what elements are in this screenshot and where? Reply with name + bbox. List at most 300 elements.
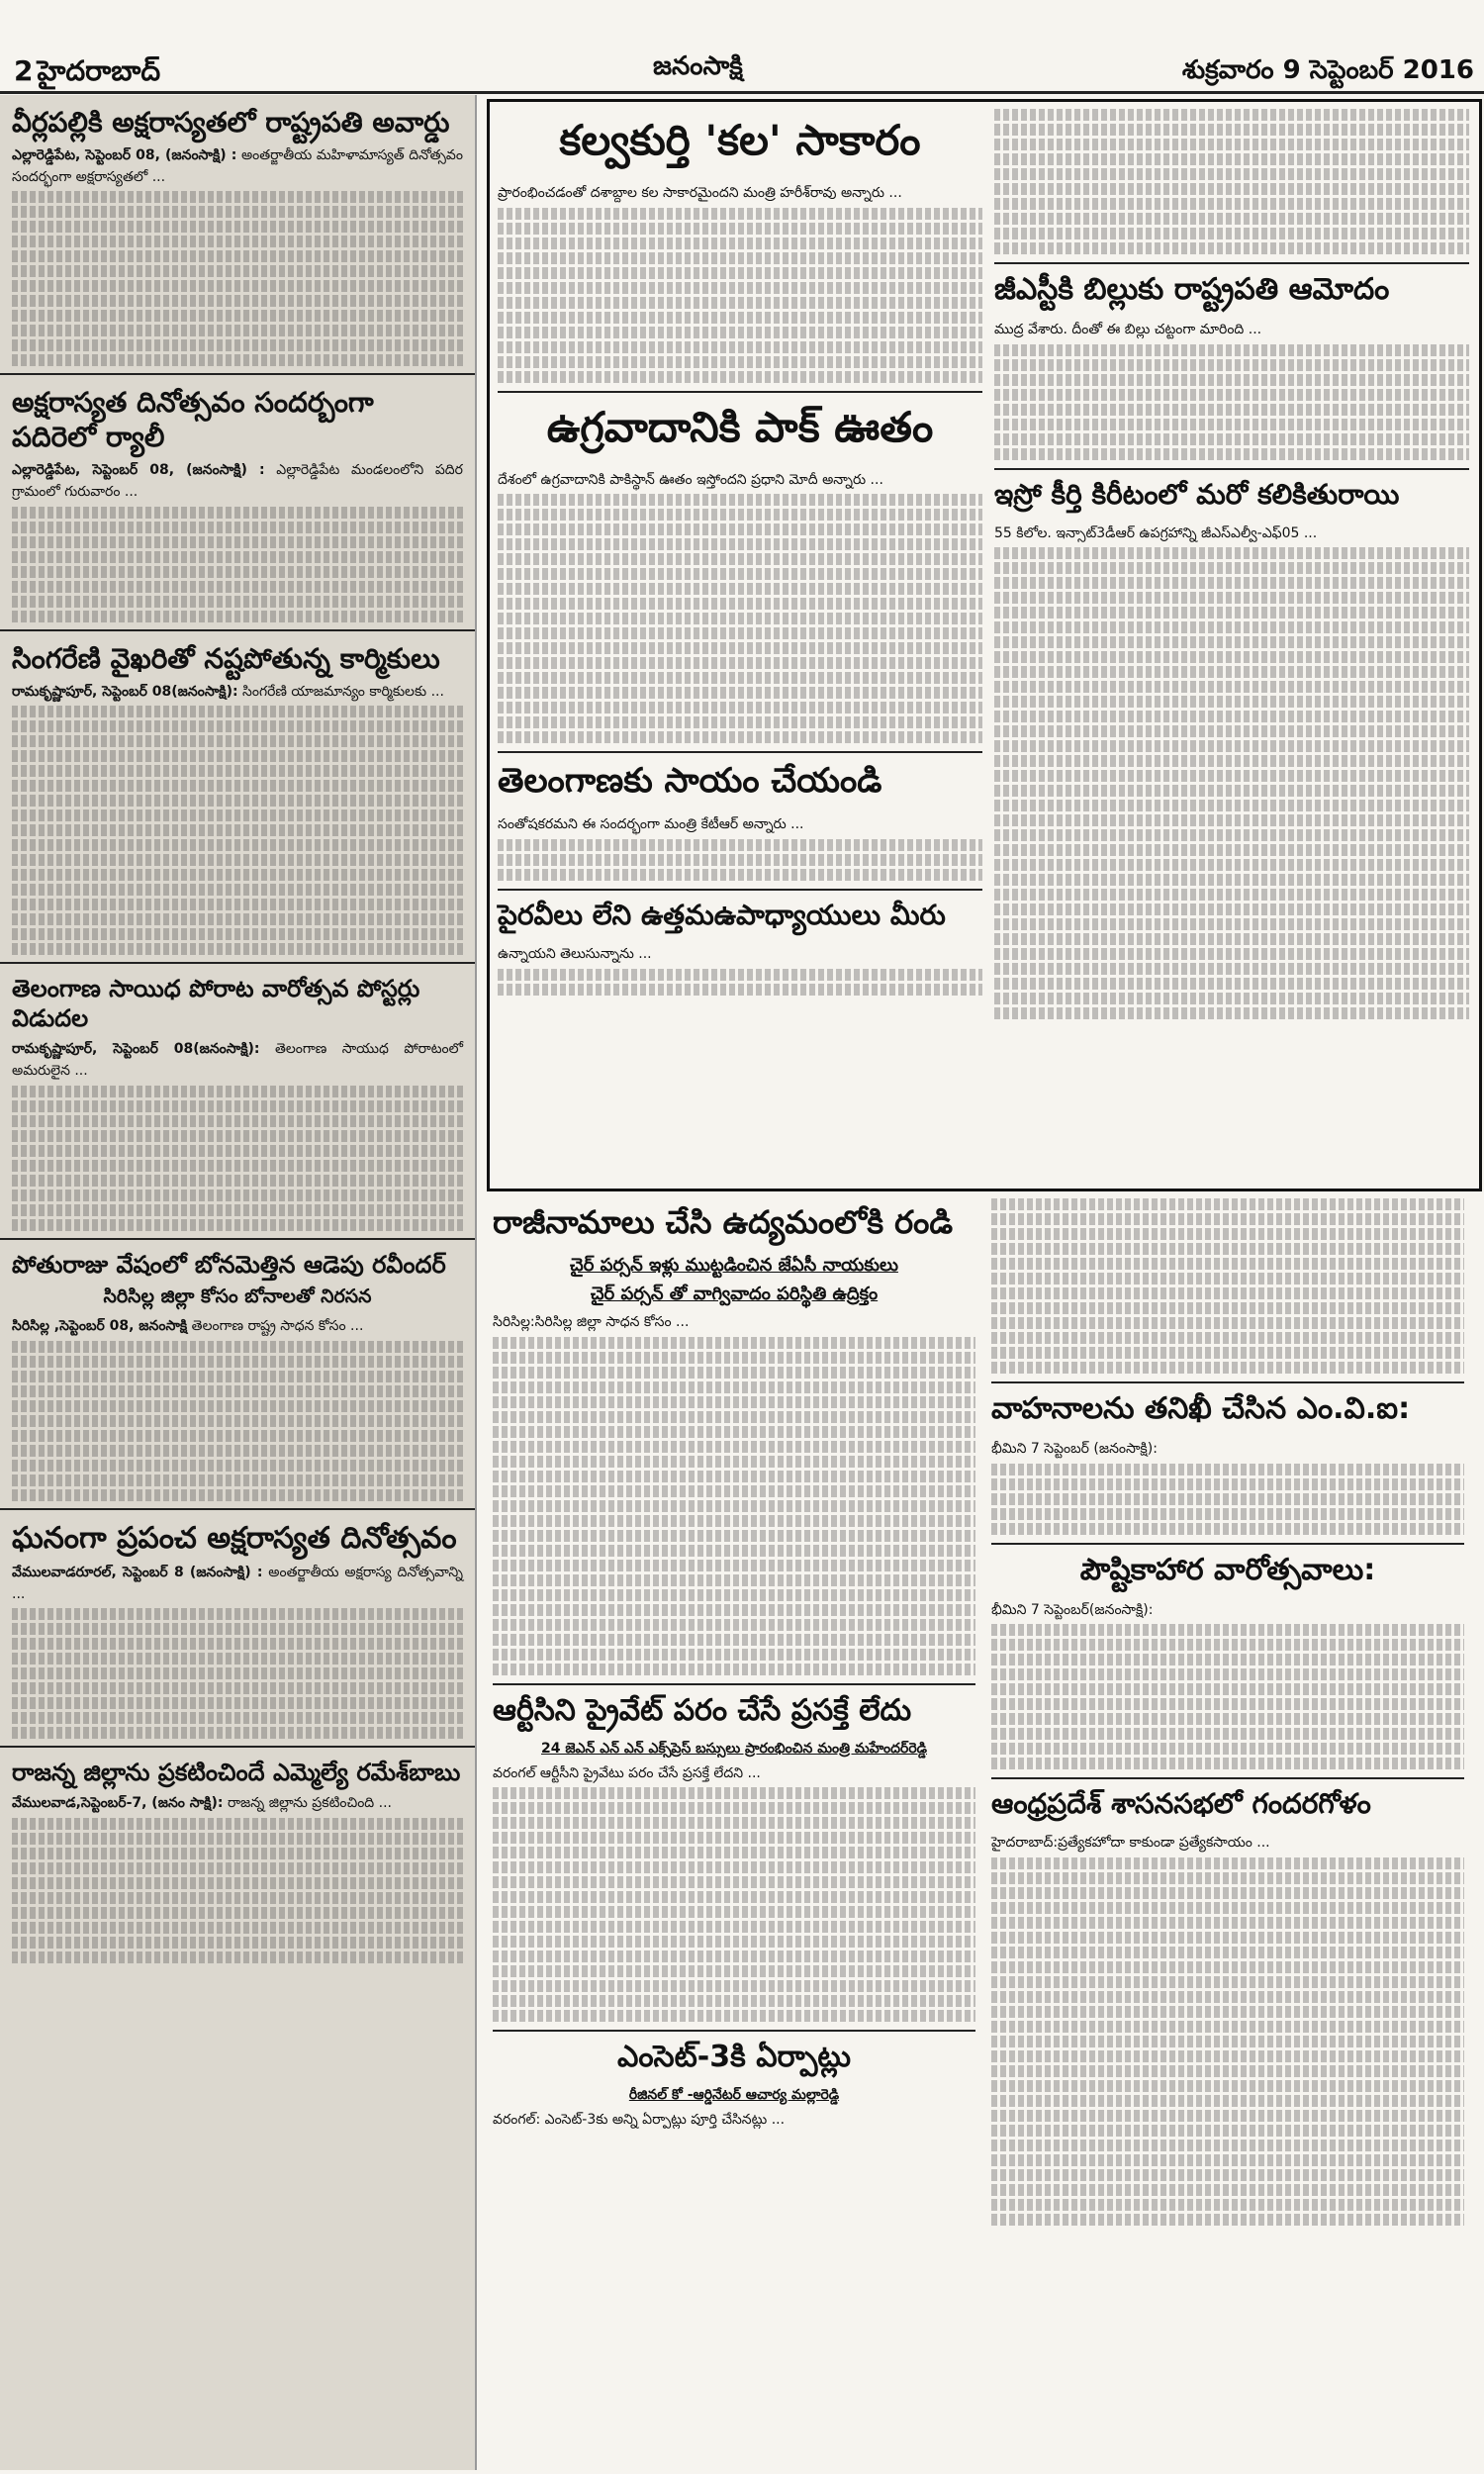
article-lead: తెలంగాణ సాయుధ పోరాటంలో అమరులైన ... xyxy=(12,1041,464,1080)
text-lines xyxy=(12,824,463,836)
sidebar-article xyxy=(0,1240,475,1510)
text-lines xyxy=(498,568,982,580)
text-lines xyxy=(991,1317,1464,1329)
text-lines xyxy=(498,869,982,881)
text-lines xyxy=(498,356,982,368)
text-lines xyxy=(12,884,463,896)
text-lines xyxy=(12,1371,463,1382)
text-lines xyxy=(12,706,463,717)
text-lines xyxy=(994,124,1469,136)
text-lines xyxy=(493,2010,975,2022)
text-lines xyxy=(12,1460,463,1472)
text-lines xyxy=(493,1471,975,1482)
text-lines xyxy=(991,1478,1464,1490)
text-lines xyxy=(991,2169,1464,2181)
text-lines xyxy=(991,1728,1464,1740)
article-lead: సంతోషకరమని ఈ సందర్భంగా మంత్రి కేటీఆర్ అన్నారు ... xyxy=(498,816,804,833)
article-subhead: 24 జెఎన్ ఎన్ ఎన్ ఎక్స్‌ప్రెస్ బస్సులు ప్రారంభించిన మంత్రి మహేందర్‌రెడ్డి xyxy=(541,1740,927,1757)
text-lines xyxy=(493,1817,975,1829)
article-lead: ఎల్లారెడ్డిపేట మండలంలోని పదిర గ్రామంలో గురువారం ... xyxy=(12,462,463,501)
text-lines xyxy=(991,1917,1464,1929)
text-lines xyxy=(12,1937,463,1949)
text-lines xyxy=(12,854,463,866)
text-lines xyxy=(994,785,1469,797)
text-lines xyxy=(12,1115,463,1127)
text-lines xyxy=(991,1302,1464,1314)
text-lines xyxy=(12,1608,463,1620)
text-lines xyxy=(994,859,1469,871)
text-lines xyxy=(994,168,1469,180)
article-dateline: ఎల్లారెడ్డిపేట, సెప్టెంబర్ 08, (జనంసాక్షి) : xyxy=(12,462,265,479)
text-lines xyxy=(493,1965,975,1977)
article-lead: తెలంగాణ రాష్ట్ర సాధన కోసం ... xyxy=(191,1317,364,1334)
text-lines xyxy=(498,267,982,279)
text-lines xyxy=(991,1332,1464,1344)
text-lines xyxy=(991,2021,1464,2033)
text-lines xyxy=(493,1560,975,1571)
article-lead: రాజన్న జిల్లాను ప్రకటించింది ... xyxy=(227,1795,392,1812)
text-lines xyxy=(994,433,1469,445)
text-lines xyxy=(991,2080,1464,2092)
article-lead: ప్రారంభించడంతో దశాబ్దాల కల సాకారమైందని మంత్రి హరీశ్‌రావు అన్నారు ... xyxy=(498,185,902,201)
text-lines xyxy=(493,1951,975,1962)
text-lines xyxy=(12,750,463,762)
article-lead: సింగరేణి యాజమాన్యం కార్మికులకు ... xyxy=(242,683,444,700)
text-lines xyxy=(994,374,1469,386)
text-lines xyxy=(493,1367,975,1379)
text-lines xyxy=(12,566,463,578)
text-lines xyxy=(994,547,1469,559)
text-lines xyxy=(493,1634,975,1646)
article-lead: వరంగల్ ఆర్టీసీని ప్రైవేటు పరం చేసే ప్రసక్తే లేదని ... xyxy=(493,1764,761,1781)
text-lines xyxy=(994,978,1469,990)
article-lead: భీమిని 7 సెప్టెంబర్ (జనంసాక్షి): xyxy=(991,1441,1158,1457)
text-lines xyxy=(991,1947,1464,1958)
text-lines xyxy=(994,725,1469,737)
divider xyxy=(498,391,982,393)
boxed-section xyxy=(487,99,1482,1191)
text-lines xyxy=(991,1976,1464,1988)
text-lines xyxy=(493,1352,975,1364)
text-lines xyxy=(498,731,982,743)
text-lines xyxy=(12,1833,463,1845)
article-lead: 55 కిలోల. ఇన్సాట్‌3డీఆర్ ఉపగ్రహాన్ని జీఎస్ఎల్వీ-ఎఫ్05 ... xyxy=(994,524,1318,541)
text-lines xyxy=(12,1922,463,1934)
text-lines xyxy=(994,666,1469,678)
text-lines xyxy=(493,1832,975,1844)
lower-right-column xyxy=(991,1195,1464,2229)
text-lines xyxy=(12,899,463,910)
text-lines xyxy=(994,153,1469,165)
text-lines xyxy=(994,740,1469,752)
text-lines xyxy=(12,1204,463,1216)
text-lines xyxy=(991,1857,1464,1869)
headline-isro: ఇస్రో కీర్తి కిరీటంలో మరో కలికితురాయి xyxy=(994,477,1400,511)
sidebar-article xyxy=(0,1510,475,1749)
text-lines xyxy=(12,1712,463,1724)
text-lines xyxy=(493,1802,975,1814)
text-lines xyxy=(493,1441,975,1453)
text-lines xyxy=(12,1877,463,1889)
article-lead: దేశంలో ఉగ్రవాదానికి పాకిస్థాన్ ఊతం ఇస్తోందని ప్రధాని మోదీ అన్నారు ... xyxy=(498,471,883,488)
text-lines xyxy=(12,221,463,233)
text-lines xyxy=(12,1667,463,1679)
text-lines xyxy=(12,1907,463,1919)
text-lines xyxy=(12,1145,463,1157)
text-lines xyxy=(12,206,463,218)
article-lead: హైదరాబాద్‌:ప్రత్యేకహోదా కాకుండా ప్రత్యేకసాయం ... xyxy=(991,1835,1270,1852)
text-lines xyxy=(991,1243,1464,1255)
headline-pak-terror: ఉగ్రవాదానికి పాక్ ఊతం xyxy=(546,402,934,451)
text-lines xyxy=(991,1991,1464,2003)
boxed-right-column xyxy=(994,106,1469,1022)
headline-rtc: ఆర్టీసిని ప్రైవేట్ పరం చేసే ప్రసక్తే లేదు xyxy=(493,1692,912,1728)
text-lines xyxy=(991,1743,1464,1755)
text-lines xyxy=(498,839,982,851)
text-lines xyxy=(12,310,463,322)
text-lines xyxy=(12,809,463,821)
text-lines xyxy=(991,1932,1464,1944)
text-lines xyxy=(493,1995,975,2007)
text-lines xyxy=(12,1475,463,1486)
text-lines xyxy=(12,1623,463,1635)
text-lines xyxy=(498,642,982,654)
text-lines xyxy=(498,657,982,669)
sidebar-article xyxy=(0,95,475,375)
text-lines xyxy=(991,1258,1464,1270)
text-lines xyxy=(498,969,982,981)
article-headline: రాజన్న జిల్లాను ప్రకటించిందే ఎమ్మెల్యే రమేశ్‌బాబు xyxy=(12,1759,461,1787)
article-dateline: సిరిసిల్ల ,సెప్టెంబర్ 08, జనంసాక్షి xyxy=(12,1317,188,1334)
text-lines xyxy=(12,581,463,593)
text-lines xyxy=(493,1664,975,1675)
text-lines xyxy=(12,265,463,277)
article-lead: వరంగల్: ఎంసెట్-3కు అన్ని ఏర్పాట్లు పూర్తి చేసినట్లు ... xyxy=(493,2112,786,2129)
text-lines xyxy=(493,1515,975,1527)
article-dateline: ఎల్లారెడ్డిపేట, సెప్టెంబర్ 08, (జనంసాక్షి) : xyxy=(12,147,237,163)
text-lines xyxy=(12,507,463,519)
article-lead: ఉన్నాయని తెలుసున్నాను ... xyxy=(498,946,652,963)
divider xyxy=(991,1381,1464,1383)
article-subhead: చైర్ పర్సన్ తో వాగ్వివాదం పరిస్థితి ఉద్రిక్తం xyxy=(590,1284,879,1304)
text-lines xyxy=(994,681,1469,693)
article-dateline: వేములవాడరూరల్, సెప్టెంబర్ 8 (జనంసాక్షి) : xyxy=(12,1565,263,1580)
text-lines xyxy=(994,889,1469,901)
article-lead: ముద్ర వేశారు. దీంతో ఈ బిల్లు చట్టంగా మారింది ... xyxy=(994,322,1262,337)
text-lines xyxy=(493,1980,975,1992)
text-lines xyxy=(994,814,1469,826)
article-lead: అంతర్జాతీయ అక్షరాస్య దినోత్సవాన్ని ... xyxy=(12,1565,463,1602)
text-lines xyxy=(994,213,1469,225)
divider xyxy=(493,1683,975,1685)
text-lines xyxy=(12,928,463,940)
divider xyxy=(991,1777,1464,1779)
text-lines xyxy=(493,1604,975,1616)
text-lines xyxy=(493,1847,975,1858)
text-lines xyxy=(12,596,463,608)
text-lines xyxy=(994,577,1469,589)
text-lines xyxy=(498,854,982,866)
text-lines xyxy=(991,1362,1464,1374)
headline-resign: రాజీనామాలు చేసి ఉద్యమంలోకి రండి xyxy=(493,1203,954,1241)
text-lines xyxy=(12,765,463,777)
text-lines xyxy=(493,1381,975,1393)
text-lines xyxy=(493,1500,975,1512)
text-lines xyxy=(991,1887,1464,1899)
text-lines xyxy=(991,2050,1464,2062)
sidebar-article xyxy=(0,375,475,630)
text-lines xyxy=(994,621,1469,633)
text-lines xyxy=(12,1445,463,1457)
text-lines xyxy=(12,735,463,747)
text-lines xyxy=(498,223,982,235)
article-headline: ఘనంగా ప్రపంచ అక్షరాస్యత దినోత్సవం xyxy=(12,1520,457,1556)
text-lines xyxy=(994,592,1469,604)
text-lines xyxy=(991,2199,1464,2211)
text-lines xyxy=(498,208,982,220)
text-lines xyxy=(493,1530,975,1542)
divider xyxy=(991,1543,1464,1545)
headline-kalwakurthy: కల్వకుర్తి 'కల' సాకారం xyxy=(559,116,921,164)
text-lines xyxy=(994,344,1469,356)
text-lines xyxy=(12,191,463,203)
masthead xyxy=(0,0,1484,94)
text-lines xyxy=(493,1426,975,1438)
text-lines xyxy=(498,312,982,324)
text-lines xyxy=(991,2006,1464,2018)
divider xyxy=(498,889,982,891)
article-subhead: సిరిసిల్ల జిల్లా కోసం బోనాలతో నిరసన xyxy=(103,1285,372,1307)
text-lines xyxy=(994,389,1469,401)
text-lines xyxy=(994,800,1469,811)
article-lead: సిరిసిల్ల:సిరిసిల్ల జిల్లా సాధన కోసం ... xyxy=(493,1314,690,1330)
text-lines xyxy=(493,1787,975,1799)
divider xyxy=(994,468,1469,470)
text-lines xyxy=(991,2214,1464,2226)
text-lines xyxy=(991,1228,1464,1240)
main-area xyxy=(483,95,1474,2470)
text-lines xyxy=(991,1624,1464,1636)
text-lines xyxy=(498,371,982,383)
text-lines xyxy=(493,1545,975,1557)
text-lines xyxy=(12,1727,463,1739)
divider xyxy=(498,751,982,753)
text-lines xyxy=(12,780,463,792)
text-lines xyxy=(12,522,463,533)
article-dateline: రామకృష్ణాపూర్, సెప్టెంబర్ 08(జనంసాక్షి): xyxy=(12,1041,260,1058)
paper-logo: జనంసాక్షి xyxy=(653,51,743,81)
text-lines xyxy=(991,2125,1464,2137)
divider xyxy=(493,2030,975,2032)
text-lines xyxy=(493,1861,975,1873)
headline-eamcet: ఎంసెట్-3కి ఏర్పాట్లు xyxy=(617,2040,851,2075)
text-lines xyxy=(994,562,1469,574)
text-lines xyxy=(991,1347,1464,1359)
text-lines xyxy=(12,236,463,247)
sidebar-article xyxy=(0,964,475,1239)
text-lines xyxy=(12,536,463,548)
article-headline: సింగరేణి వైఖరితో నష్టపోతున్న కార్మికులు xyxy=(12,641,440,675)
text-lines xyxy=(991,2184,1464,2196)
text-lines xyxy=(991,1493,1464,1505)
text-lines xyxy=(991,1654,1464,1665)
text-lines xyxy=(493,1891,975,1903)
text-lines xyxy=(991,1639,1464,1651)
text-lines xyxy=(994,844,1469,856)
text-lines xyxy=(498,598,982,610)
text-lines xyxy=(493,1485,975,1497)
text-lines xyxy=(12,1848,463,1859)
text-lines xyxy=(12,339,463,351)
text-lines xyxy=(991,2140,1464,2151)
text-lines xyxy=(12,913,463,925)
article-dateline: వేములవాడ,సెప్టెంబర్-7, (జనం సాక్షి): xyxy=(12,1795,224,1812)
text-lines xyxy=(994,993,1469,1004)
text-lines xyxy=(498,252,982,264)
text-lines xyxy=(12,250,463,262)
headline-telangana-help: తెలంగాణకు సాయం చేయండి xyxy=(498,761,882,802)
text-lines xyxy=(12,1415,463,1427)
article-headline: వీర్లపల్లికి అక్షరాస్యతలో రాష్ట్రపతి అవార్డు xyxy=(12,106,450,139)
divider xyxy=(994,262,1469,264)
text-lines xyxy=(994,904,1469,915)
text-lines xyxy=(994,963,1469,975)
text-lines xyxy=(12,1430,463,1442)
text-lines xyxy=(991,1523,1464,1535)
text-lines xyxy=(991,1198,1464,1210)
text-lines xyxy=(493,1921,975,1933)
article-dateline: రామకృష్ణాపూర్, సెప్టెంబర్ 08(జనంసాక్షి): xyxy=(12,683,238,700)
text-lines xyxy=(12,611,463,622)
text-lines xyxy=(991,2065,1464,2077)
text-lines xyxy=(498,327,982,338)
article-lead: అంతర్జాతీయ మహిళామాస్యత్ దినోత్సవం సందర్భంగా అక్షరాస్యతలో ... xyxy=(12,147,463,185)
section-name: హైదరాబాద్ xyxy=(37,54,161,87)
text-lines xyxy=(991,1713,1464,1725)
headline-nutrition: పౌష్టికాహార వారోత్సవాలు: xyxy=(1079,1552,1376,1587)
text-lines xyxy=(994,918,1469,930)
text-lines xyxy=(12,943,463,955)
text-lines xyxy=(994,607,1469,618)
text-lines xyxy=(994,419,1469,430)
text-lines xyxy=(12,1100,463,1112)
text-lines xyxy=(12,1489,463,1501)
lower-left-column xyxy=(493,1195,975,2132)
text-lines xyxy=(12,1385,463,1397)
headline-mvi: వాహనాలను తనిఖీ చేసిన ఎం.వి.ఐ: xyxy=(991,1391,1411,1426)
sidebar-article xyxy=(0,631,475,965)
text-lines xyxy=(994,948,1469,960)
article-headline: తెలంగాణ సాయిధ పోరాట వారోత్సవ పోస్టర్లు విడుదల xyxy=(12,975,420,1033)
text-lines xyxy=(12,1160,463,1172)
text-lines xyxy=(994,829,1469,841)
text-lines xyxy=(12,795,463,807)
text-lines xyxy=(12,720,463,732)
text-lines xyxy=(994,404,1469,416)
text-lines xyxy=(12,1341,463,1353)
text-lines xyxy=(994,770,1469,782)
text-lines xyxy=(994,448,1469,460)
text-lines xyxy=(994,109,1469,121)
boxed-left-column xyxy=(498,106,982,999)
text-lines xyxy=(12,1951,463,1963)
text-lines xyxy=(12,1682,463,1694)
text-lines xyxy=(991,1961,1464,1973)
text-lines xyxy=(493,1456,975,1468)
headline-teachers: పైరవీలు లేని ఉత్తమఉపాధ్యాయులు మీరు xyxy=(498,899,946,932)
text-lines xyxy=(994,242,1469,254)
text-lines xyxy=(12,1818,463,1830)
text-lines xyxy=(991,2095,1464,2107)
text-lines xyxy=(994,636,1469,648)
text-lines xyxy=(991,1287,1464,1299)
article-headline: అక్షరాస్యత దినోత్సవం సందర్బంగా పదిరెలో ర్యాలీ xyxy=(12,386,374,454)
text-lines xyxy=(12,1130,463,1142)
text-lines xyxy=(12,1892,463,1904)
text-lines xyxy=(994,933,1469,945)
text-lines xyxy=(493,1396,975,1408)
text-lines xyxy=(498,538,982,550)
text-lines xyxy=(12,1219,463,1231)
text-lines xyxy=(493,1649,975,1661)
text-lines xyxy=(12,1175,463,1187)
text-lines xyxy=(991,2154,1464,2166)
text-lines xyxy=(498,627,982,639)
text-lines xyxy=(994,651,1469,663)
text-lines xyxy=(994,198,1469,210)
text-lines xyxy=(493,1876,975,1888)
text-lines xyxy=(991,1758,1464,1769)
text-lines xyxy=(12,1653,463,1665)
text-lines xyxy=(498,553,982,565)
text-lines xyxy=(493,1589,975,1601)
text-lines xyxy=(493,1906,975,1918)
text-lines xyxy=(493,1411,975,1423)
text-lines xyxy=(991,1508,1464,1520)
issue-date: శుక్రవారం 9 సెప్టెంబర్ 2016 xyxy=(1181,55,1474,85)
article-headline: పోతురాజు వేషంలో బోనమెత్తిన ఆడెపు రవీందర్ xyxy=(12,1250,446,1279)
article-lead: భీమిని 7 సెప్టెంబర్(జనంసాక్షి): xyxy=(991,1601,1154,1618)
text-lines xyxy=(498,341,982,353)
text-lines xyxy=(12,869,463,881)
text-lines xyxy=(498,523,982,535)
sidebar-article xyxy=(0,1748,475,1970)
text-lines xyxy=(12,1356,463,1368)
text-lines xyxy=(991,2036,1464,2047)
text-lines xyxy=(12,1189,463,1201)
text-lines xyxy=(498,687,982,699)
text-lines xyxy=(994,696,1469,708)
text-lines xyxy=(498,702,982,714)
text-lines xyxy=(994,228,1469,239)
page-number: 2 హైదరాబాద్ xyxy=(14,54,161,87)
text-lines xyxy=(994,183,1469,195)
text-lines xyxy=(12,280,463,292)
text-lines xyxy=(12,325,463,336)
text-lines xyxy=(991,1872,1464,1884)
text-lines xyxy=(493,1337,975,1349)
text-lines xyxy=(12,551,463,563)
text-lines xyxy=(991,1683,1464,1695)
text-lines xyxy=(12,1862,463,1874)
text-lines xyxy=(498,509,982,521)
text-lines xyxy=(498,282,982,294)
text-lines xyxy=(12,1638,463,1650)
text-lines xyxy=(493,1936,975,1948)
text-lines xyxy=(12,354,463,366)
text-lines xyxy=(498,297,982,309)
text-lines xyxy=(991,1464,1464,1475)
